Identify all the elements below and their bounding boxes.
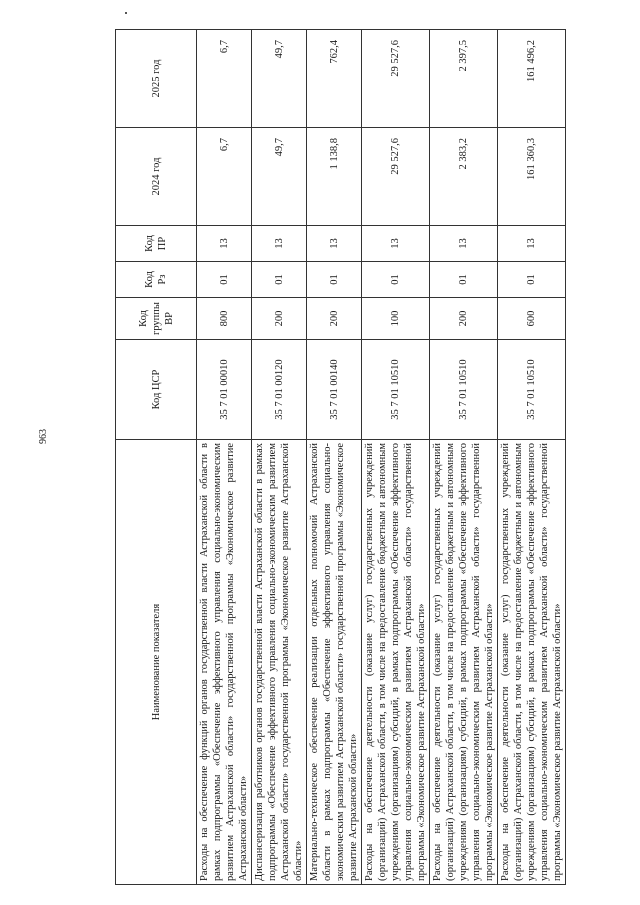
row-vr: 200 xyxy=(430,298,498,340)
table-header-row xyxy=(116,30,197,885)
row-pr: 13 xyxy=(252,226,307,262)
row-rz: 01 xyxy=(307,262,362,298)
row-vr: 100 xyxy=(362,298,430,340)
row-name: Диспансеризация работников органов государственной власти Астраханской области в рамках подпрограммы «Обеспечение эффективного управления социально-экономическим развитием Астраханской области» государственной программы «Экономическое развитие Астраханской области» xyxy=(252,440,307,885)
table-row xyxy=(498,30,566,885)
row-2025: 6,7 xyxy=(197,30,252,128)
row-2025: 49,7 xyxy=(252,30,307,128)
row-2024: 49,7 xyxy=(252,128,307,226)
row-name: Расходы на обеспечение функций органов государственной власти Астраханской области в рамках подпрограммы «Обеспечение эффективного управления социально-экономическим развитием Астраханской области» государственной программы «Экономическое развитие Астраханской области» xyxy=(197,440,252,885)
row-2025: 2 397,5 xyxy=(430,30,498,128)
row-rz: 01 xyxy=(362,262,430,298)
scan-speck xyxy=(125,12,127,14)
page-number: 963 xyxy=(38,429,49,444)
row-vr: 200 xyxy=(307,298,362,340)
budget-table xyxy=(115,29,566,885)
table-row xyxy=(362,30,430,885)
row-2025: 29 527,6 xyxy=(362,30,430,128)
row-vr: 600 xyxy=(498,298,566,340)
row-2024: 29 527,6 xyxy=(362,128,430,226)
header-csr: Код ЦСР xyxy=(116,340,197,440)
row-2025: 762,4 xyxy=(307,30,362,128)
header-2024: 2024 год xyxy=(116,128,197,226)
header-2025: 2025 год xyxy=(116,30,197,128)
header-rz: Код Рз xyxy=(116,262,197,298)
row-csr: 35 7 01 10510 xyxy=(430,340,498,440)
header-name: Наименование показателя xyxy=(116,440,197,885)
row-csr: 35 7 01 00140 xyxy=(307,340,362,440)
row-2024: 1 138,8 xyxy=(307,128,362,226)
table-row xyxy=(252,30,307,885)
row-csr: 35 7 01 00120 xyxy=(252,340,307,440)
table-row xyxy=(430,30,498,885)
row-name: Расходы на обеспечение деятельности (оказание услуг) государственных учреждений (организаций) Астраханской области, в том числе на предоставление бюджетным и автономным учреждениям (организациям) субсидий, в рамках подпрограммы «Обеспечение эффективного управления социально-экономическим развитием Астраханской области» государственной программы «Экономическое развитие Астраханской области» xyxy=(498,440,566,885)
row-rz: 01 xyxy=(498,262,566,298)
row-rz: 01 xyxy=(430,262,498,298)
row-vr: 800 xyxy=(197,298,252,340)
row-csr: 35 7 01 10510 xyxy=(498,340,566,440)
row-csr: 35 7 01 10510 xyxy=(362,340,430,440)
rotated-table-wrapper xyxy=(115,30,615,885)
row-pr: 13 xyxy=(197,226,252,262)
row-csr: 35 7 01 00010 xyxy=(197,340,252,440)
row-2024: 6,7 xyxy=(197,128,252,226)
row-pr: 13 xyxy=(307,226,362,262)
row-2025: 161 496,2 xyxy=(498,30,566,128)
header-pr: Код ПР xyxy=(116,226,197,262)
table-row xyxy=(197,30,252,885)
row-name: Расходы на обеспечение деятельности (оказание услуг) государственных учреждений (организаций) Астраханской области, в том числе на предоставление бюджетным и автономным учреждениям (организациям) субсидий, в рамках подпрограммы «Обеспечение эффективного управления социально-экономическим развитием Астраханской области» государственной программы «Экономическое развитие Астраханской области» xyxy=(430,440,498,885)
row-2024: 2 383,2 xyxy=(430,128,498,226)
table-row xyxy=(307,30,362,885)
row-pr: 13 xyxy=(498,226,566,262)
row-pr: 13 xyxy=(362,226,430,262)
header-vr: Код группы ВР xyxy=(116,298,197,340)
row-vr: 200 xyxy=(252,298,307,340)
row-name: Материально-техническое обеспечение реализации отдельных полномочий Астраханской области в рамках подпрограммы «Обеспечение эффективного управления социально-экономическим развитием Астраханской области» государственной программы «Экономическое развитие Астраханской области» xyxy=(307,440,362,885)
row-name: Расходы на обеспечение деятельности (оказание услуг) государственных учреждений (организаций) Астраханской области, в том числе на предоставление бюджетным и автономным учреждениям (организациям) субсидий, в рамках подпрограммы «Обеспечение эффективного управления социально-экономическим развитием Астраханской области» государственной программы «Экономическое развитие Астраханской области» xyxy=(362,440,430,885)
row-pr: 13 xyxy=(430,226,498,262)
row-2024: 161 360,3 xyxy=(498,128,566,226)
row-rz: 01 xyxy=(252,262,307,298)
row-rz: 01 xyxy=(197,262,252,298)
